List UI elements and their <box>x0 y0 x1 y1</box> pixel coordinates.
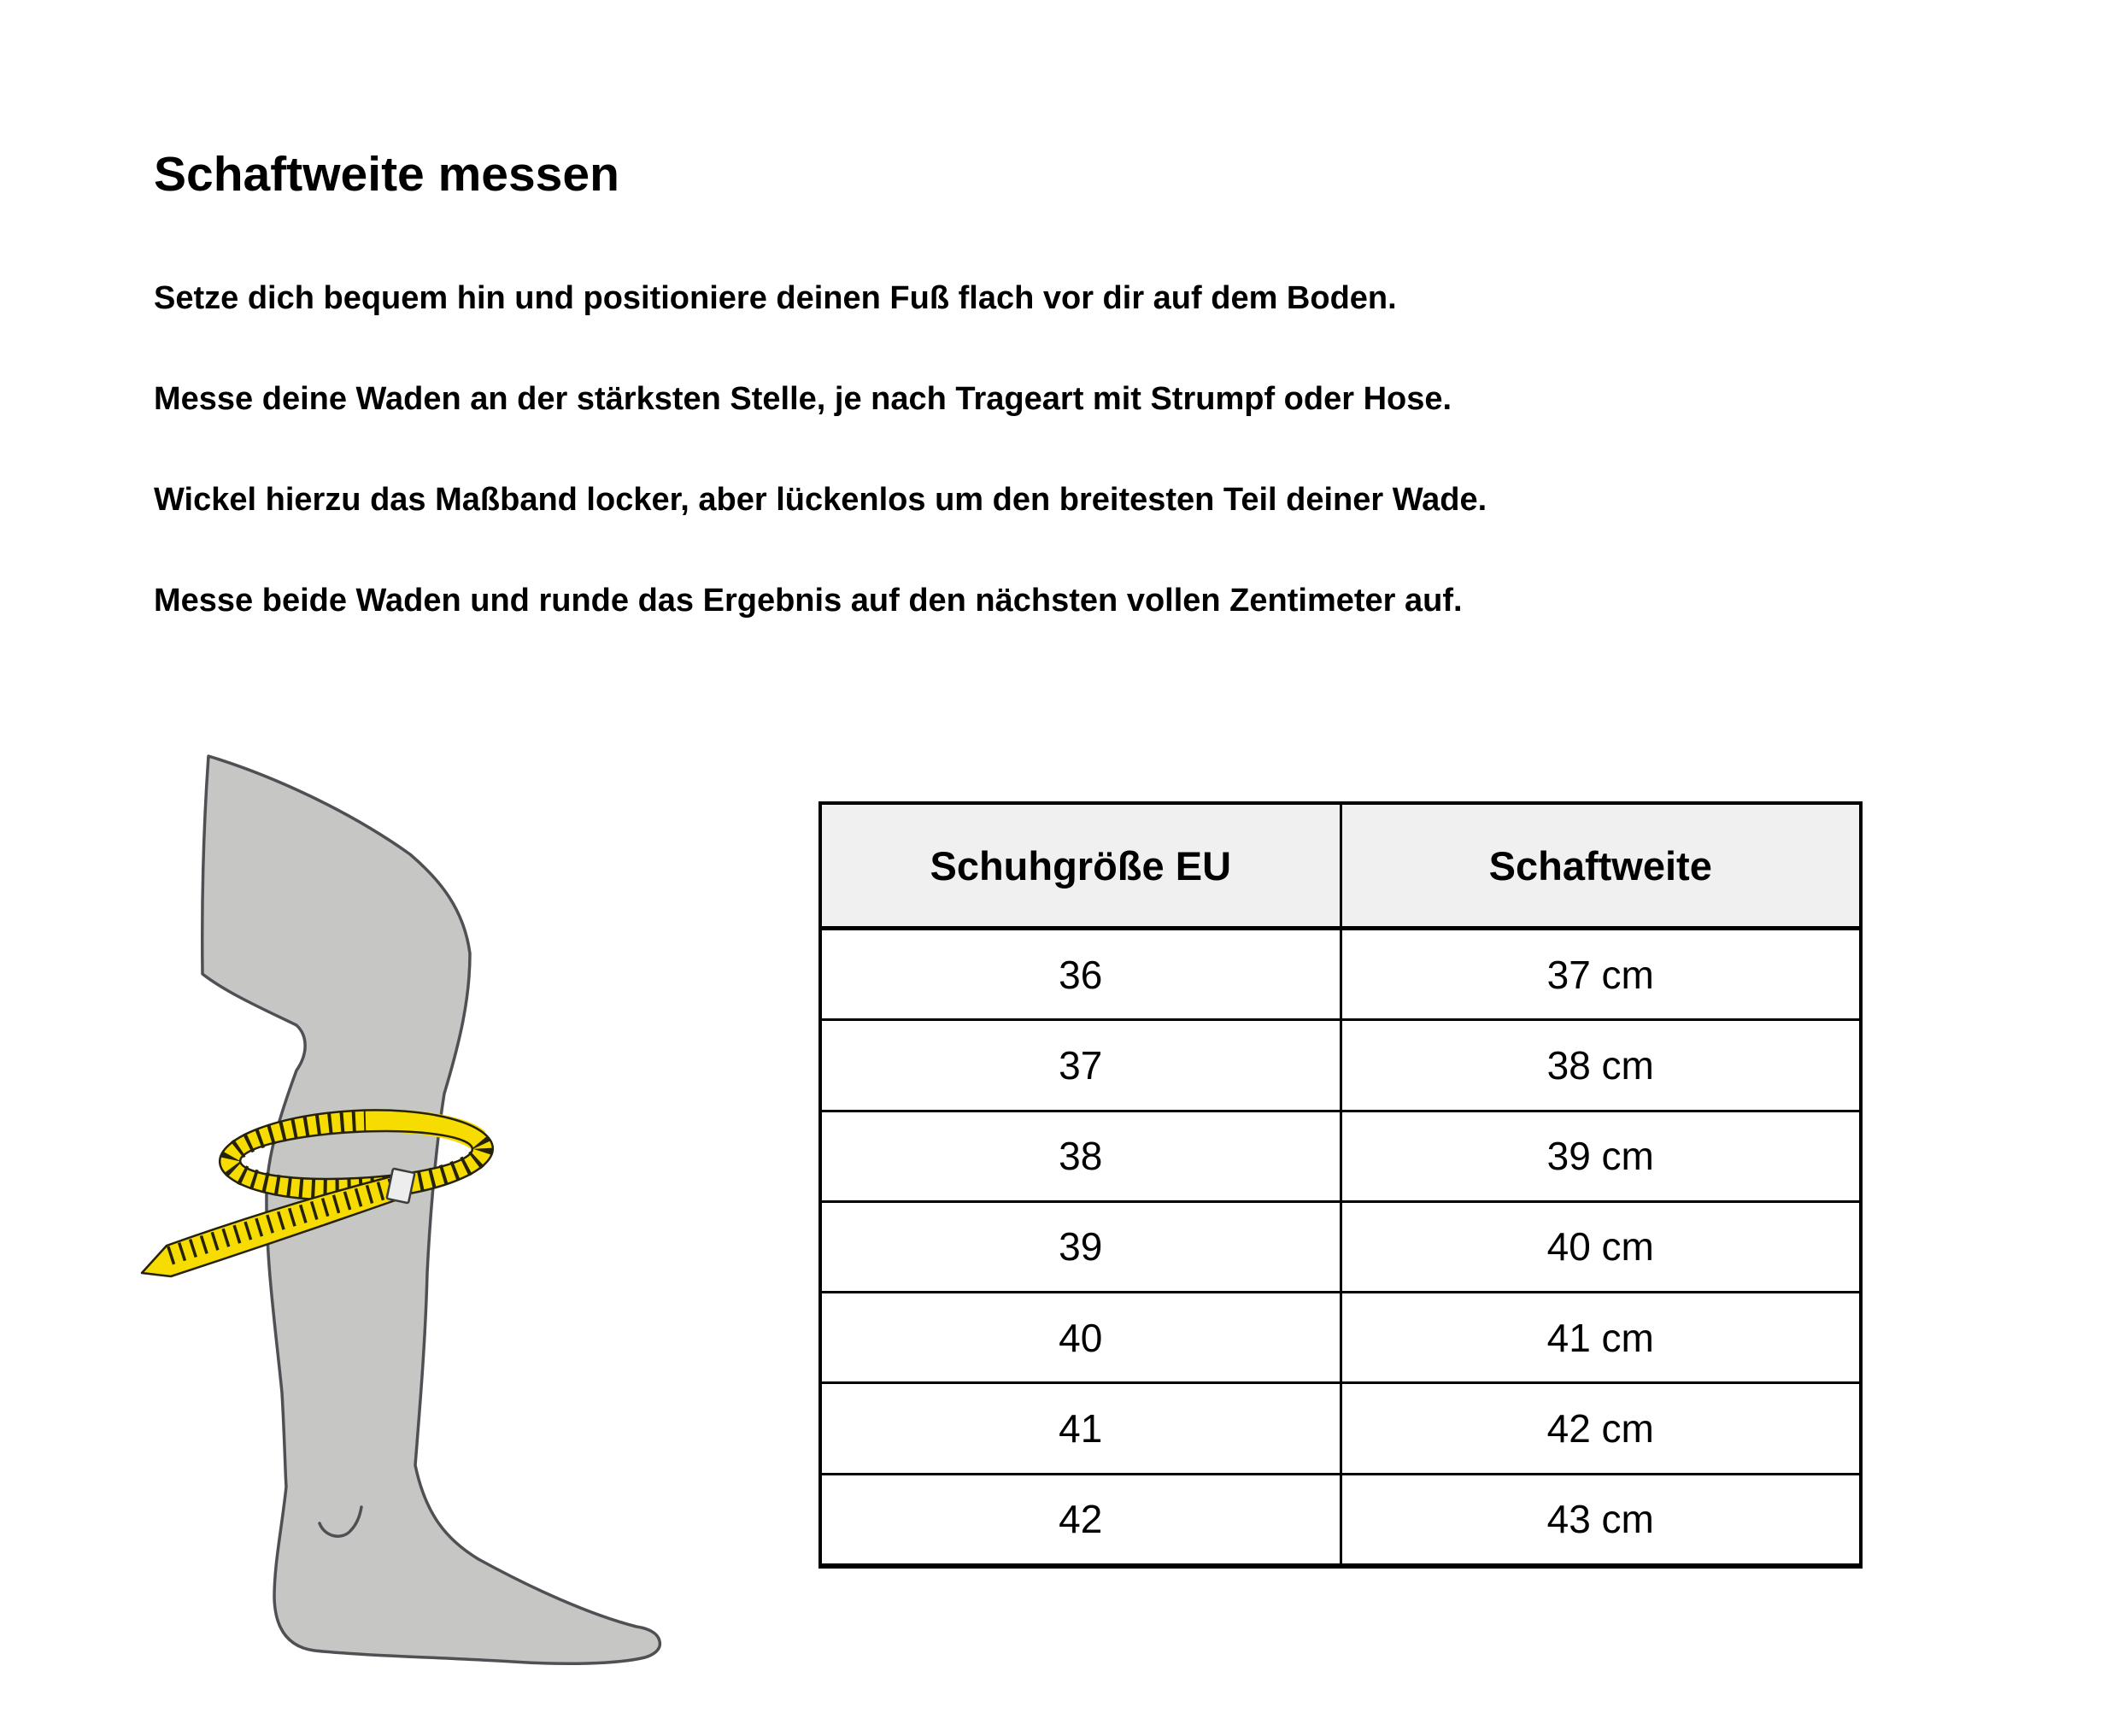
tape-buckle <box>387 1169 415 1204</box>
shoe-size-value: 40 <box>822 1293 1342 1381</box>
shoe-size-value: 38 <box>822 1112 1342 1200</box>
instruction-line: Messe deine Waden an der stärksten Stelle, je nach Trageart mit Strumpf oder Hose. <box>154 381 1452 417</box>
shaft-width-value: 43 cm <box>1546 1497 1654 1542</box>
table-row <box>822 1203 1859 1293</box>
table-row <box>822 1384 1859 1475</box>
shaft-width-value: 42 cm <box>1546 1406 1654 1452</box>
shaft-width-value: 39 cm <box>1546 1134 1654 1179</box>
table-row <box>822 930 1859 1021</box>
instruction-line: Wickel hierzu das Maßband locker, aber lückenlos um den breitesten Teil deiner Wade. <box>154 482 1487 518</box>
instruction-line: Messe beide Waden und runde das Ergebnis auf den nächsten vollen Zentimeter auf. <box>154 583 1463 619</box>
shaft-width-value: 40 cm <box>1546 1224 1654 1270</box>
shoe-size-value: 41 <box>822 1384 1342 1472</box>
column-header-shaft-width: Schaftweite <box>1488 842 1712 889</box>
column-header-shoe-size: Schuhgröße EU <box>822 805 1342 926</box>
shoe-size-value: 42 <box>822 1475 1342 1563</box>
shaft-width-value: 38 cm <box>1546 1042 1654 1088</box>
shoe-size-value: 36 <box>822 930 1342 1018</box>
table-row <box>822 1293 1859 1384</box>
shoe-size-value: 39 <box>822 1203 1342 1291</box>
instruction-line: Setze dich bequem hin und positioniere deinen Fuß flach vor dir auf dem Boden. <box>154 280 1397 316</box>
shoe-size-value: 37 <box>822 1021 1342 1109</box>
page-title: Schaftweite messen <box>154 147 619 202</box>
shaft-width-value: 41 cm <box>1546 1315 1654 1360</box>
size-table-header-row <box>822 805 1859 930</box>
size-table <box>818 801 1863 1569</box>
table-row <box>822 1021 1859 1111</box>
table-row <box>822 1112 1859 1203</box>
leg-measuring-illustration <box>85 726 701 1736</box>
shaft-width-value: 37 cm <box>1546 952 1654 997</box>
table-row <box>822 1475 1859 1563</box>
